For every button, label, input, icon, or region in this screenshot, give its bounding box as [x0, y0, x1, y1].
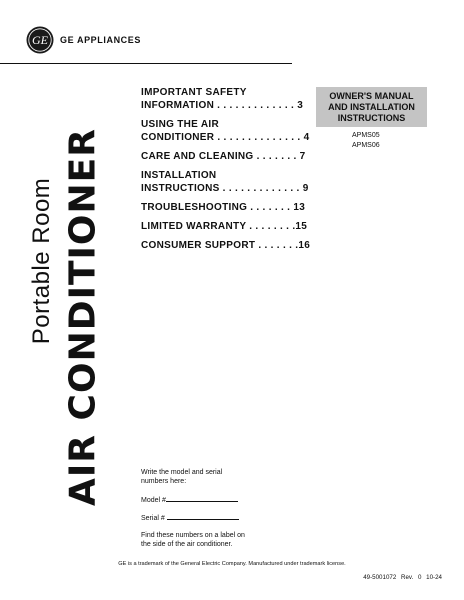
toc-item-installation: INSTALLATION INSTRUCTIONS . . . . . . . . . . . . . 9 [141, 170, 309, 194]
brand-name: GE APPLIANCES [60, 35, 141, 45]
manual-type-box: OWNER'S MANUAL AND INSTALLATION INSTRUCTIONS [316, 87, 427, 127]
toc-item-care: CARE AND CLEANING . . . . . . . 7 [141, 151, 306, 162]
model-field: Model # [141, 495, 291, 504]
model-blank-line [166, 495, 238, 502]
model-number: APMS05 [352, 132, 380, 139]
serial-fill-in [141, 468, 291, 549]
trademark-notice: GE is a trademark of the General Electric Company. Manufactured under trademark license. [118, 561, 346, 567]
brand-header [26, 26, 141, 54]
toc-item-warranty: LIMITED WARRANTY . . . . . . . .15 [141, 221, 308, 232]
toc-item-support: CONSUMER SUPPORT . . . . . . .16 [141, 240, 311, 251]
ge-logo-text: GE [32, 33, 48, 48]
fill-in-instructions: Write the model and serial numbers here: [141, 469, 223, 485]
ge-logo-icon [26, 26, 54, 54]
serial-blank-line [167, 513, 239, 520]
serial-field: Serial # [141, 513, 291, 522]
model-list [352, 131, 380, 151]
model-number: APMS06 [352, 142, 380, 149]
toc-item-using: USING THE AIR CONDITIONER . . . . . . . . . . . . . . 4 [141, 119, 310, 143]
table-of-contents [141, 86, 311, 258]
product-title: AIR CONDITIONER [62, 128, 104, 506]
header-divider [0, 63, 292, 64]
toc-item-troubleshooting: TROUBLESHOOTING . . . . . . . 13 [141, 202, 306, 213]
product-subtitle: Portable Room [28, 177, 55, 345]
document-number: 49-5001072 Rev. 0 10-24 [363, 574, 442, 581]
label-location-note: Find these numbers on a label on the side of the air conditioner. [141, 532, 245, 548]
toc-item-safety: IMPORTANT SAFETY INFORMATION . . . . . . . . . . . . . 3 [141, 87, 304, 111]
